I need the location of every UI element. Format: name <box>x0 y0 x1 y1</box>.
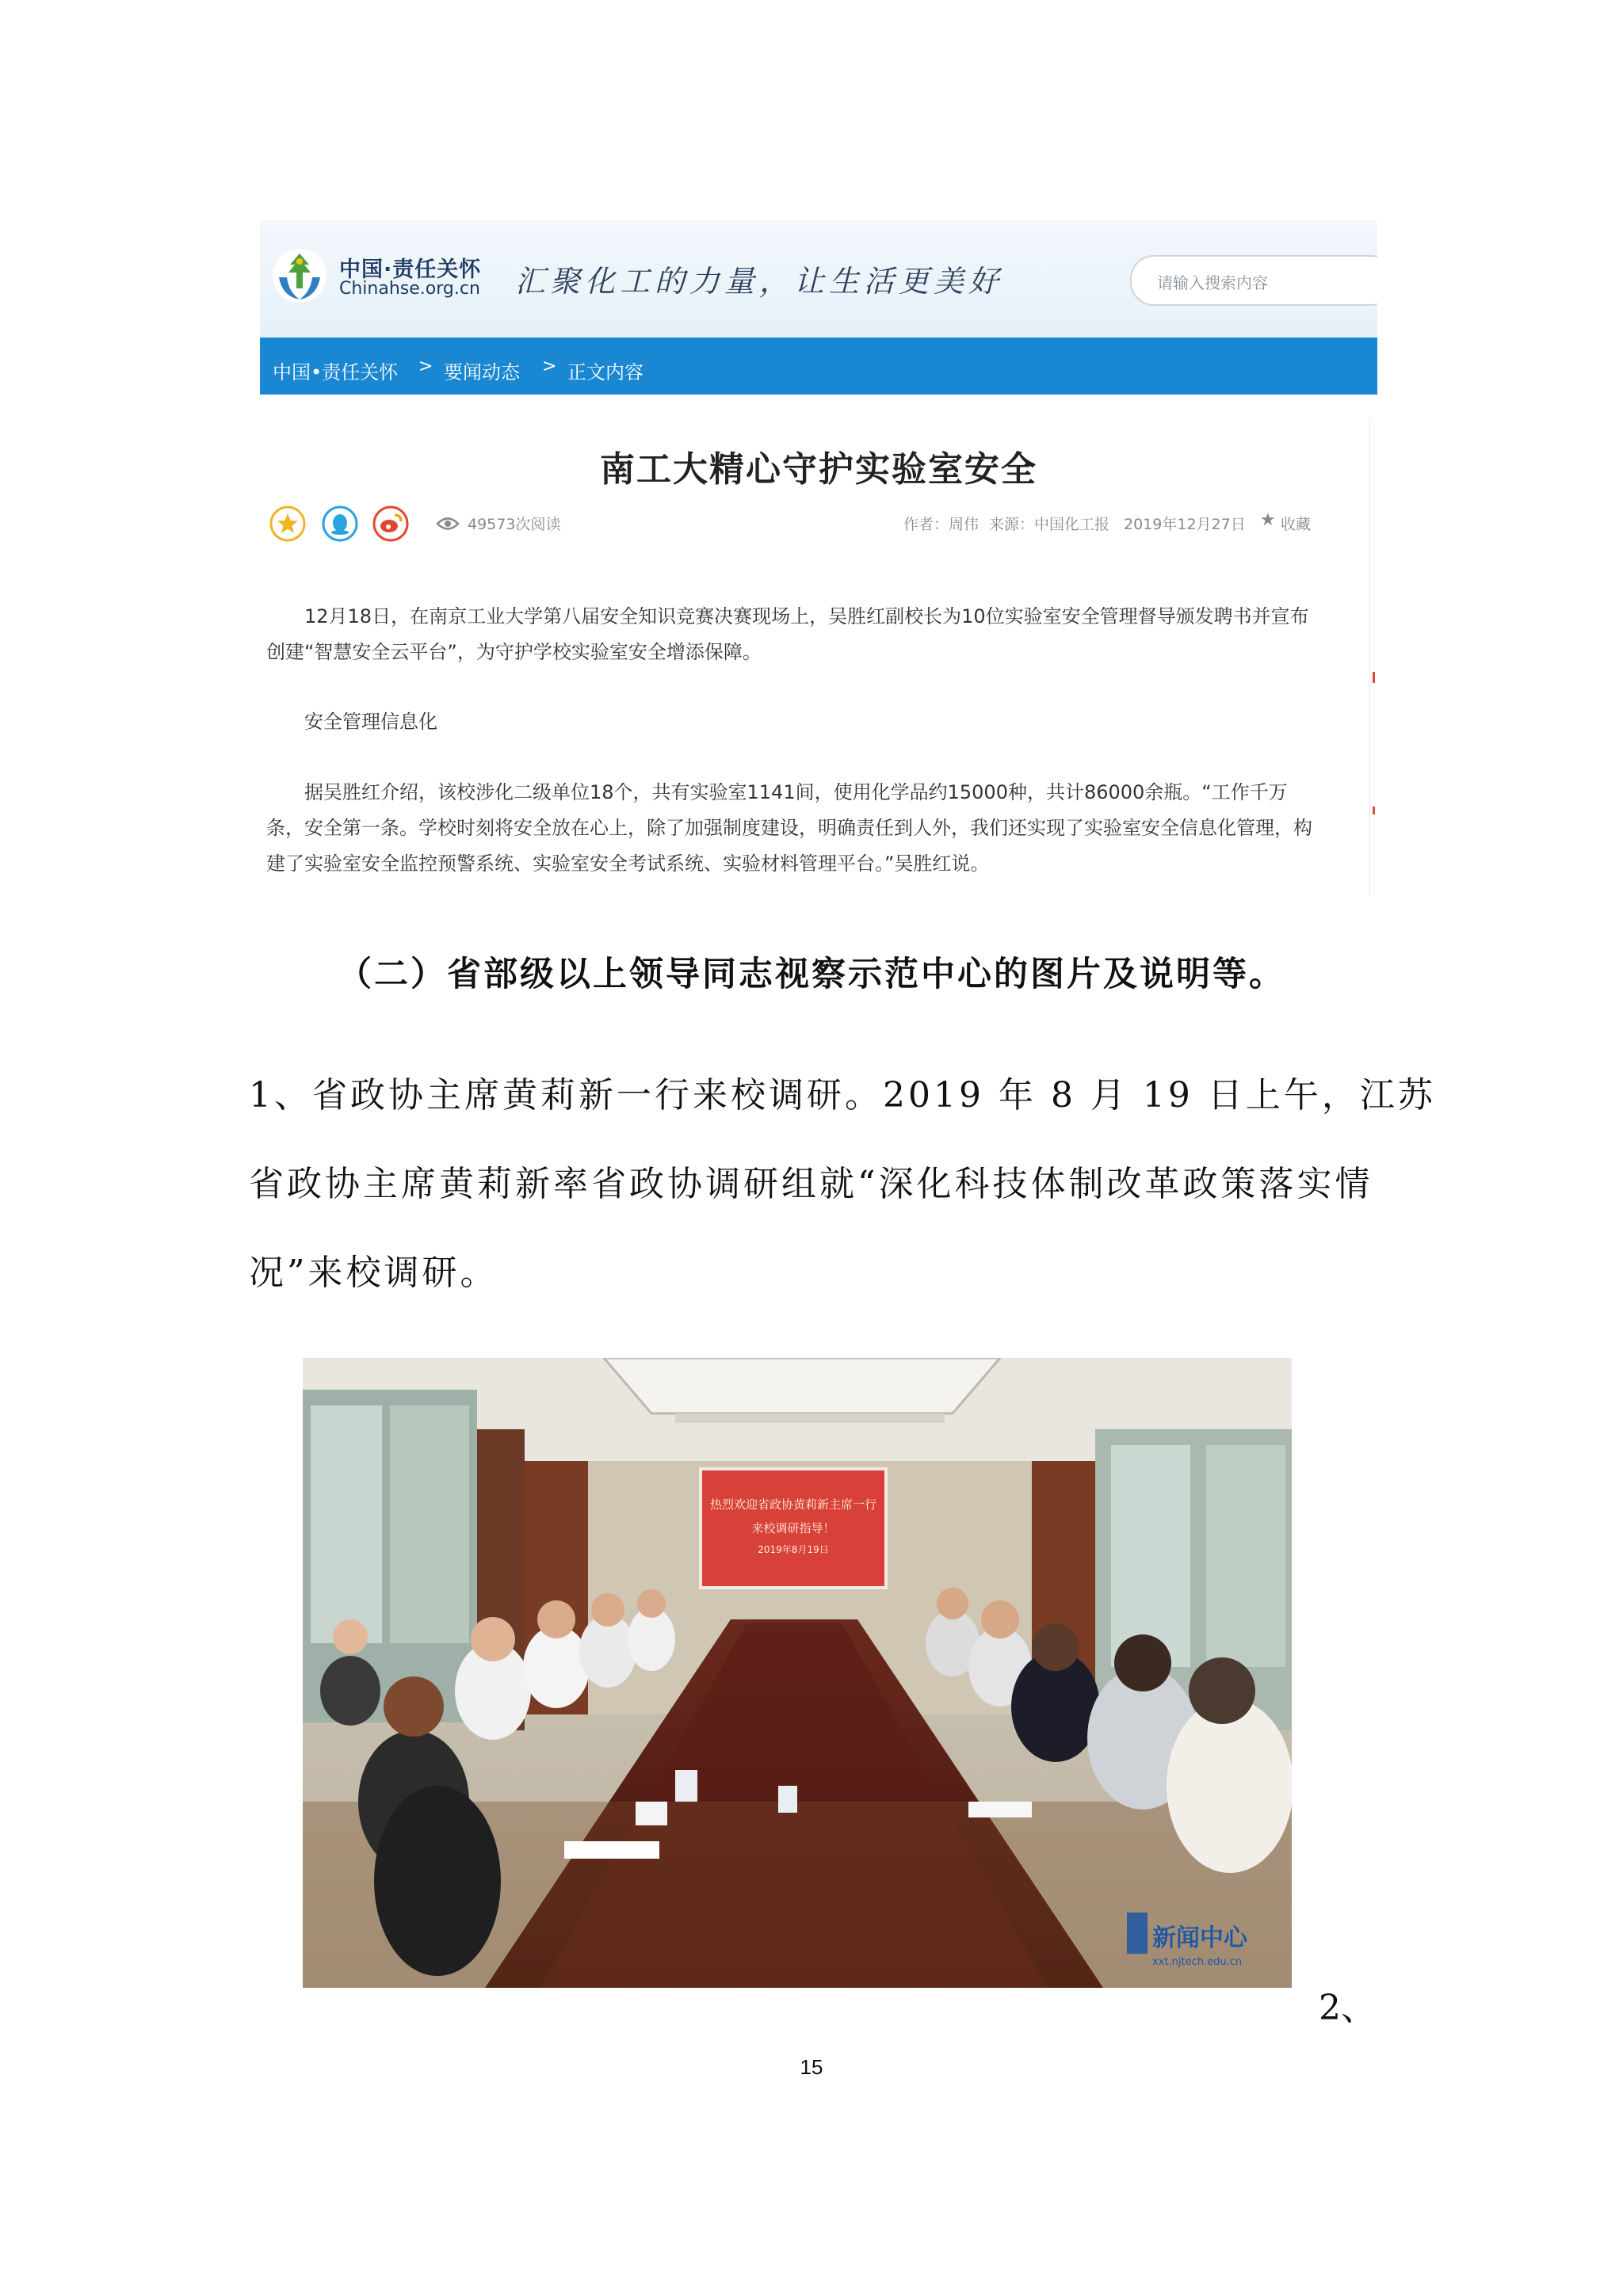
sidebar-marker <box>1373 807 1375 814</box>
breadcrumb <box>260 338 1377 395</box>
article-author: 作者：周伟 <box>903 516 980 533</box>
article-paragraph-line: 建了实验室安全监控预警系统、实验室安全考试系统、实验材料管理平台。”吴胜红说。 <box>266 852 990 875</box>
breadcrumb-news[interactable]: 要闻动态 <box>444 361 520 383</box>
breadcrumb-home[interactable]: 中国•责任关怀 <box>273 361 399 383</box>
site-slogan: 汇聚化工的力量，让生活更美好 <box>515 264 1004 299</box>
search-placeholder: 请输入搜索内容 <box>1157 273 1268 292</box>
article-paragraph-line: 条，安全第一条。学校时刻将安全放在心上，除了加强制度建设，明确责任到人外，我们还实现了实验室安全信息化管理，构 <box>266 817 1312 839</box>
weibo-icon[interactable] <box>372 505 409 542</box>
article-date: 2019年12月27日 <box>1124 516 1246 533</box>
search-input[interactable] <box>1130 255 1377 306</box>
site-domain: Chinahse.org.cn <box>339 279 480 299</box>
body-text-line: 1、省政协主席黄莉新一行来校调研。2019 年 8 月 19 日上午，江苏 <box>249 1075 1436 1116</box>
site-header <box>260 220 1377 338</box>
photo-banner-line: 来校调研指导！ <box>751 1521 835 1535</box>
article-source: 来源：中国化工报 <box>989 516 1110 533</box>
article-paragraph-line: 创建“智慧安全云平台”，为守护学校实验室安全增添保障。 <box>266 641 762 663</box>
section-heading: （二）省部级以上领导同志视察示范中心的图片及说明等。 <box>338 955 1285 994</box>
breadcrumb-current: 正文内容 <box>567 361 643 383</box>
trailing-item-number: 2、 <box>1319 1988 1376 2028</box>
site-name[interactable]: 中国·责任关怀 <box>339 257 482 282</box>
view-count: 49573次阅读 <box>468 516 561 533</box>
star-icon[interactable]: ★ <box>1260 510 1276 530</box>
body-text-line: 省政协主席黄莉新率省政协调研组就“深化科技体制改革政策落实情 <box>249 1164 1373 1204</box>
article-paragraph-line: 12月18日，在南京工业大学第八届安全知识竞赛决赛现场上，吴胜红副校长为10位实验室安全管理督导颁发聘书并宣布 <box>304 605 1309 627</box>
photo-watermark-url: xxt.njtech.edu.cn <box>1152 1956 1243 1968</box>
sidebar-edge <box>1369 418 1377 895</box>
page-number: 15 <box>800 2055 823 2079</box>
photo-watermark: 新闻中心 <box>1152 1924 1247 1952</box>
article-screenshot <box>260 220 1377 895</box>
qq-icon[interactable] <box>322 505 358 542</box>
meeting-photo <box>303 1358 1292 1988</box>
collect-button[interactable]: 收藏 <box>1281 516 1312 533</box>
photo-banner-date: 2019年8月19日 <box>758 1544 829 1555</box>
eye-icon <box>436 515 460 532</box>
body-text-line: 况”来校调研。 <box>249 1253 498 1293</box>
star-share-icon[interactable] <box>269 505 306 542</box>
breadcrumb-separator: > <box>418 357 433 376</box>
site-logo-icon <box>271 247 328 304</box>
article-subheading: 安全管理信息化 <box>304 711 437 733</box>
article-title: 南工大精心守护实验室安全 <box>600 449 1037 490</box>
photo-banner-line: 热烈欢迎省政协黄莉新主席一行 <box>709 1497 877 1512</box>
article-paragraph-line: 据吴胜红介绍，该校涉化二级单位18个，共有实验室1141间，使用化学品约15000种，共计86000余瓶。“工作千万 <box>304 781 1288 803</box>
breadcrumb-separator: > <box>542 357 557 376</box>
sidebar-marker <box>1373 672 1375 683</box>
